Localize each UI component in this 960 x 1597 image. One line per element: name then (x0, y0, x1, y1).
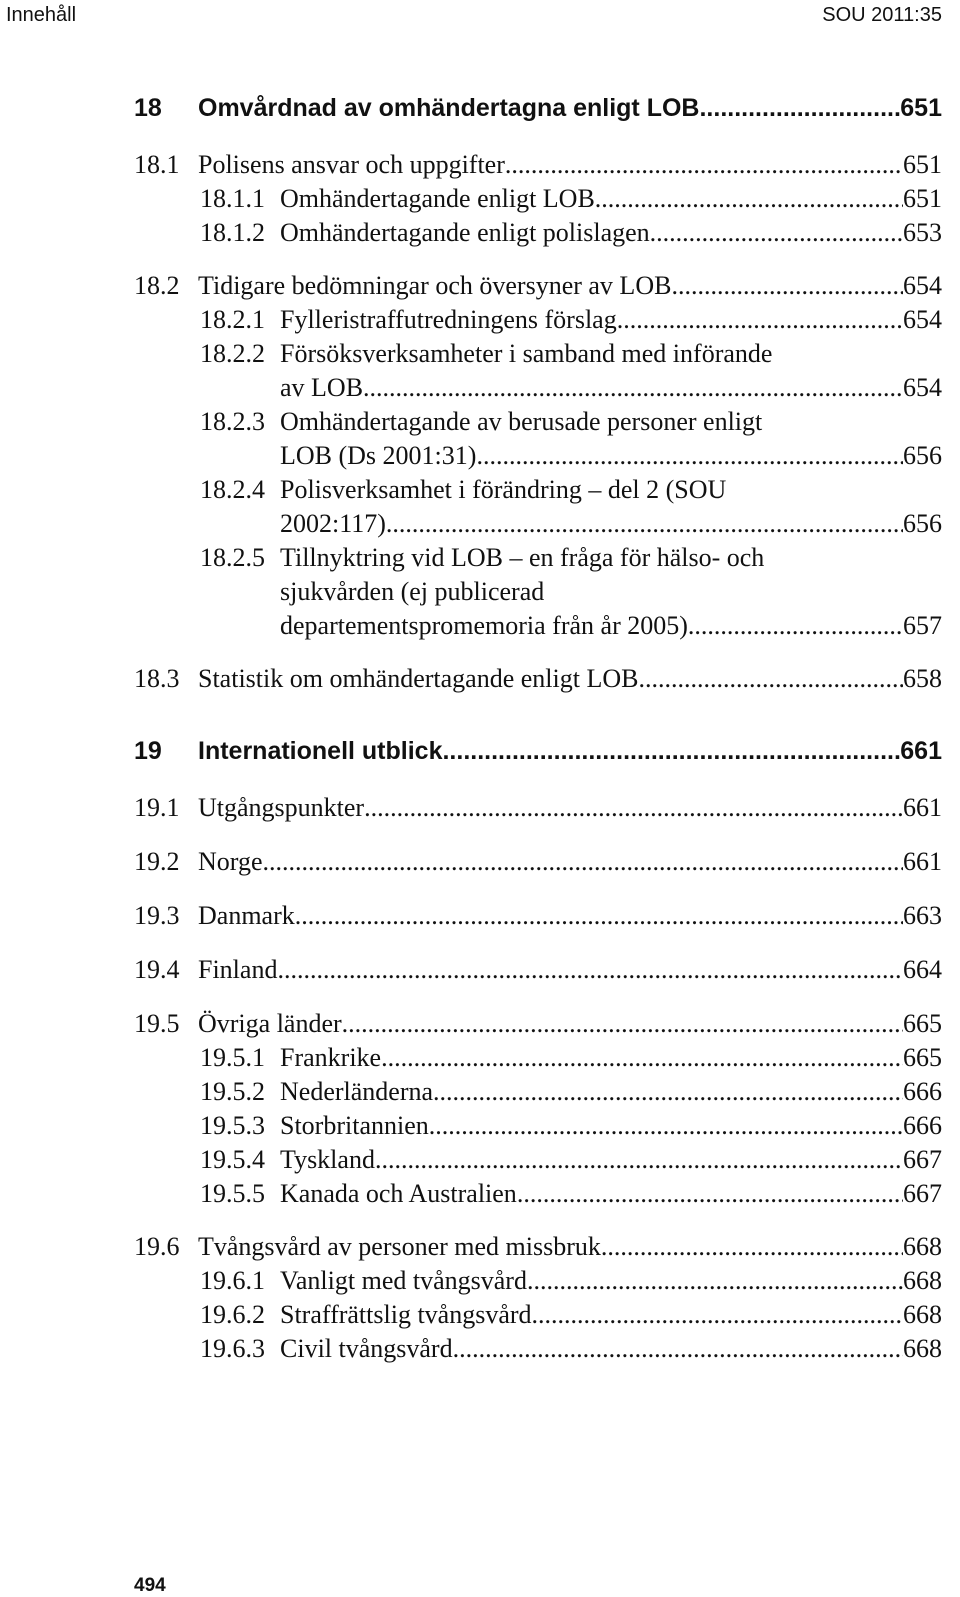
toc-title-continuation: sjukvården (ej publicerad (280, 577, 545, 606)
toc-title: Polisverksamhet i förändring – del 2 (SOU (280, 475, 727, 504)
toc-leader-dots (342, 1007, 903, 1041)
toc-number: 19.5.5 (200, 1179, 265, 1208)
toc-title: Fylleristraffutredningens förslag (280, 305, 617, 334)
toc-number: 19 (134, 737, 162, 765)
toc-title: Polisens ansvar och uppgifter (198, 150, 505, 179)
toc-section-entry[interactable] (134, 845, 942, 879)
toc-section-entry[interactable] (134, 1230, 942, 1264)
toc-page-number: 654 (903, 373, 942, 402)
toc-title-continuation: departementspromemoria från år 2005) (280, 611, 688, 640)
toc-page-number: 653 (903, 218, 942, 247)
page-number: 494 (134, 1575, 166, 1596)
toc-number: 19.5.4 (200, 1145, 265, 1174)
toc-number: 18.1.1 (200, 184, 265, 213)
toc-number: 19.1 (134, 793, 180, 822)
toc-subsection-entry[interactable] (200, 1332, 942, 1366)
toc-title: Tyskland (280, 1145, 375, 1174)
toc-page-number: 658 (903, 664, 942, 693)
toc-subsection-entry[interactable] (200, 303, 942, 337)
toc-leader-dots (595, 182, 903, 216)
toc-number: 18.2.5 (200, 543, 265, 572)
toc-subsection-entry[interactable] (200, 182, 942, 216)
toc-leader-dots (476, 439, 903, 473)
toc-number: 18.2 (134, 271, 180, 300)
toc-chapter-entry[interactable] (134, 734, 942, 768)
toc-leader-dots (532, 1298, 903, 1332)
toc-title: Utgångspunkter (198, 793, 365, 822)
toc-section-entry[interactable] (134, 269, 942, 303)
toc-leader-dots (375, 1143, 903, 1177)
toc-leader-dots (601, 1230, 903, 1264)
toc-subsection-entry[interactable] (200, 337, 942, 405)
toc-section-entry[interactable] (134, 953, 942, 987)
toc-title-continuation: 2002:117) (280, 509, 386, 538)
toc-leader-dots (381, 1041, 903, 1075)
toc-page-number: 665 (903, 1043, 942, 1072)
toc-number: 19.5.1 (200, 1043, 265, 1072)
toc-section-entry[interactable] (134, 148, 942, 182)
toc-page-number: 666 (903, 1077, 942, 1106)
toc-leader-dots (650, 216, 903, 250)
toc-leader-dots (688, 609, 903, 643)
toc-number: 18.2.2 (200, 339, 265, 368)
toc-title: Tillnyktring vid LOB – en fråga för hälso- och (280, 543, 765, 572)
toc-leader-dots (453, 1332, 903, 1366)
toc-leader-dots (527, 1264, 903, 1298)
toc-subsection-entry[interactable] (200, 1298, 942, 1332)
toc-number: 19.5 (134, 1009, 180, 1038)
toc-number: 19.6.3 (200, 1334, 265, 1363)
toc-subsection-entry[interactable] (200, 1109, 942, 1143)
toc-subsection-entry[interactable] (200, 1264, 942, 1298)
toc-leader-dots (617, 303, 903, 337)
toc-section-entry[interactable] (134, 899, 942, 933)
toc-title: Omvårdnad av omhändertagna enligt LOB (198, 94, 700, 122)
toc-subsection-entry[interactable] (200, 1177, 942, 1211)
toc-page-number: 661 (903, 793, 942, 822)
toc-subsection-entry[interactable] (200, 1075, 942, 1109)
toc-number: 18.2.4 (200, 475, 265, 504)
toc-page-number: 656 (903, 509, 942, 538)
toc-leader-dots (517, 1177, 903, 1211)
toc-subsection-entry[interactable] (200, 1143, 942, 1177)
toc-title: Tidigare bedömningar och översyner av LOB (198, 271, 672, 300)
toc-page-number: 651 (903, 184, 942, 213)
toc-leader-dots (363, 371, 903, 405)
toc-subsection-entry[interactable] (200, 473, 942, 541)
toc-number: 19.6.1 (200, 1266, 265, 1295)
toc-title: Finland (198, 955, 278, 984)
toc-page-number: 663 (903, 901, 942, 930)
toc-page-number: 654 (903, 271, 942, 300)
toc-title: Försöksverksamheter i samband med införande (280, 339, 773, 368)
toc-leader-dots (505, 148, 903, 182)
toc-number: 19.6.2 (200, 1300, 265, 1329)
toc-leader-dots (671, 269, 903, 303)
toc-page-number: 668 (903, 1232, 942, 1261)
toc-page-number: 665 (903, 1009, 942, 1038)
toc-leader-dots (386, 507, 903, 541)
toc-title: Tvångsvård av personer med missbruk (198, 1232, 601, 1261)
toc-title: Omhändertagande enligt LOB (280, 184, 595, 213)
toc-title: Norge (198, 847, 263, 876)
toc-section-entry[interactable] (134, 662, 942, 696)
toc-title: Storbritannien (280, 1111, 429, 1140)
toc-leader-dots (277, 953, 903, 987)
toc-title: Civil tvångsvård (280, 1334, 453, 1363)
toc-leader-dots (699, 91, 900, 125)
running-header (0, 4, 942, 34)
toc-page-number: 667 (903, 1145, 942, 1174)
toc-number: 19.4 (134, 955, 180, 984)
toc-leader-dots (295, 899, 903, 933)
toc-title: Internationell utblick (198, 737, 443, 765)
header-section-title: Innehåll (6, 4, 77, 26)
toc-page-number: 654 (903, 305, 942, 334)
toc-number: 18.2.3 (200, 407, 265, 436)
toc-title: Nederländerna (280, 1077, 434, 1106)
toc-leader-dots (433, 1075, 903, 1109)
toc-title: Frankrike (280, 1043, 382, 1072)
toc-page-number: 656 (903, 441, 942, 470)
toc-chapter-entry[interactable] (134, 91, 942, 125)
toc-leader-dots (638, 662, 903, 696)
toc-number: 19.2 (134, 847, 180, 876)
toc-leader-dots (442, 734, 900, 768)
toc-page-number: 668 (903, 1334, 942, 1363)
toc-number: 18 (134, 94, 162, 122)
toc-subsection-entry[interactable] (200, 1041, 942, 1075)
toc-page-number: 668 (903, 1266, 942, 1295)
toc-number: 18.3 (134, 664, 180, 693)
toc-subsection-entry[interactable] (200, 541, 942, 643)
toc-leader-dots (364, 791, 903, 825)
toc-number: 19.6 (134, 1232, 180, 1261)
toc-title: Vanligt med tvångsvård (280, 1266, 527, 1295)
header-report-id: SOU 2011:35 (822, 4, 942, 26)
toc-title-continuation: LOB (Ds 2001:31) (280, 441, 477, 470)
toc-page-number: 666 (903, 1111, 942, 1140)
toc-title: Straffrättslig tvångsvård (280, 1300, 532, 1329)
toc-title-continuation: av LOB (280, 373, 364, 402)
toc-number: 18.1.2 (200, 218, 265, 247)
toc-leader-dots (263, 845, 903, 879)
toc-page-number: 667 (903, 1179, 942, 1208)
toc-page-number: 651 (903, 150, 942, 179)
toc-title: Omhändertagande enligt polislagen (280, 218, 650, 247)
toc-page-number: 668 (903, 1300, 942, 1329)
toc-number: 18.1 (134, 150, 180, 179)
toc-section-entry[interactable] (134, 791, 942, 825)
toc-page-number: 661 (900, 737, 942, 765)
toc-section-entry[interactable] (134, 1007, 942, 1041)
toc-number: 19.5.3 (200, 1111, 265, 1140)
toc-subsection-entry[interactable] (200, 405, 942, 473)
toc-leader-dots (429, 1109, 903, 1143)
toc-page-number: 664 (903, 955, 942, 984)
toc-page-number: 651 (900, 94, 942, 122)
toc-title: Danmark (198, 901, 295, 930)
toc-title: Statistik om omhändertagande enligt LOB (198, 664, 639, 693)
toc-subsection-entry[interactable] (200, 216, 942, 250)
toc-number: 19.3 (134, 901, 180, 930)
toc-number: 19.5.2 (200, 1077, 265, 1106)
toc-page-number: 661 (903, 847, 942, 876)
toc-title: Övriga länder (198, 1009, 342, 1038)
toc-page-number: 657 (903, 611, 942, 640)
toc-number: 18.2.1 (200, 305, 265, 334)
toc-title: Omhändertagande av berusade personer enligt (280, 407, 763, 436)
toc-title: Kanada och Australien (280, 1179, 517, 1208)
